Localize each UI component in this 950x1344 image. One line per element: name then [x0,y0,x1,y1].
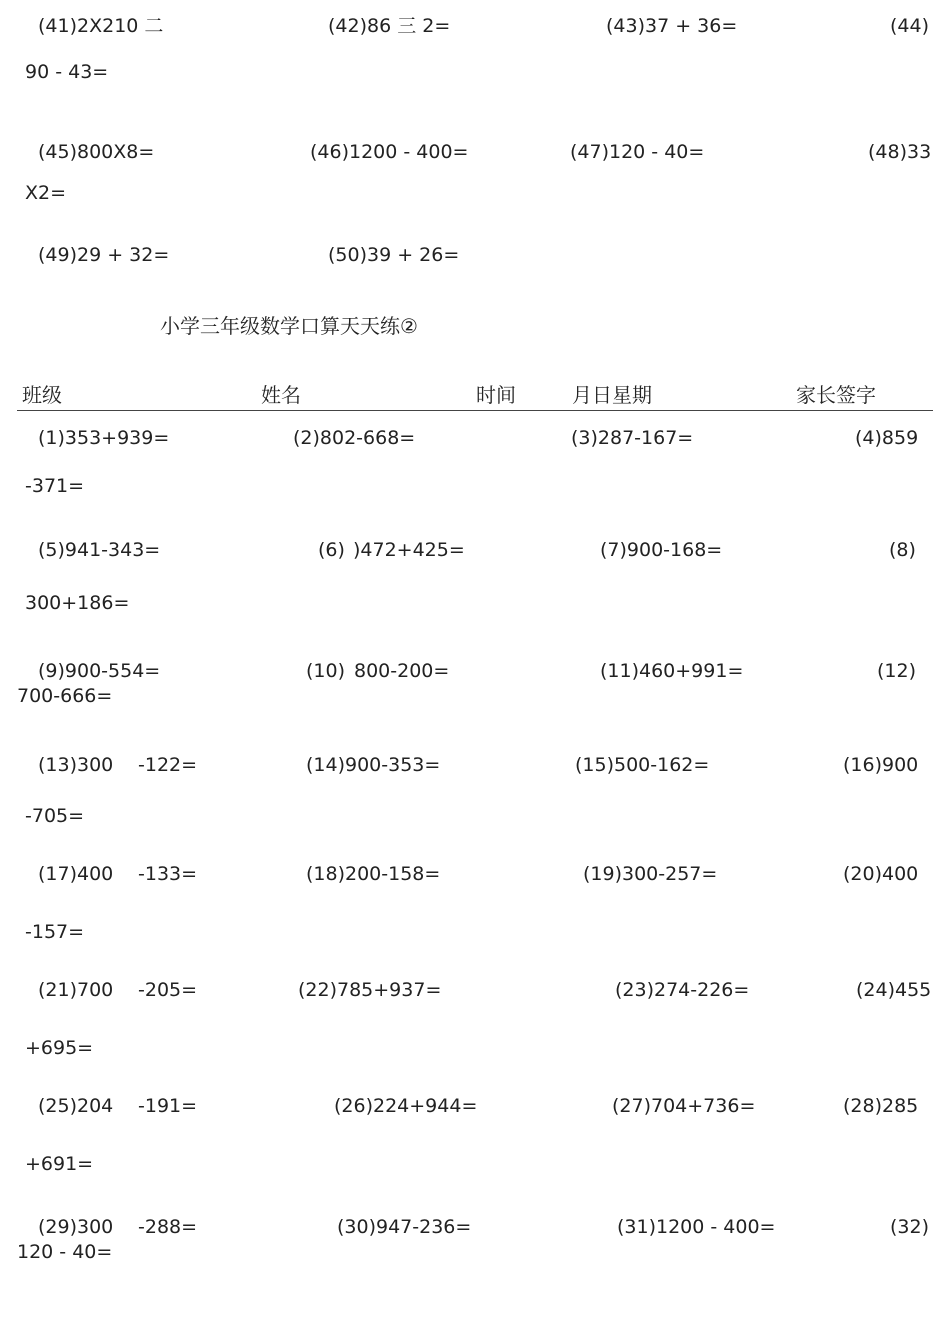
problem-8-label: (8) [889,539,916,561]
problem-24-label: (24)455 [856,979,932,1001]
problem-25-expr: -191= [138,1095,198,1117]
problem-48-label: (48)33 [868,141,932,163]
problem-5: (5)941-343= [38,539,161,561]
problem-30: (30)947-236= [337,1216,472,1238]
problem-2: (2)802-668= [293,427,416,449]
problem-7: (7)900-168= [600,539,723,561]
problem-27: (27)704+736= [612,1095,756,1117]
problem-6-label: (6) [318,539,345,561]
problem-22: (22)785+937= [298,979,442,1001]
problem-17-expr: -133= [138,863,198,885]
problem-24-expr: +695= [25,1037,94,1059]
problem-46: (46)1200 - 400= [310,141,469,163]
problem-15: (15)500-162= [575,754,710,776]
class-label: 班级 [22,383,62,407]
problem-4-expr: -371= [25,475,85,497]
problem-23: (23)274-226= [615,979,750,1001]
time-label: 时间 [476,383,516,407]
problem-16-label: (16)900 [843,754,919,776]
problem-26: (26)224+944= [334,1095,478,1117]
problem-1: (1)353+939= [38,427,170,449]
problem-32-expr: 120 - 40= [17,1241,113,1263]
problem-21-label: (21)700 [38,979,114,1001]
problem-41: (41)2X210 二 [38,15,164,37]
problem-12-label: (12) [877,660,917,682]
problem-6-expr: )472+425= [353,539,465,561]
problem-50: (50)39 + 26= [328,244,460,266]
header-rule [17,410,933,411]
problem-16-expr: -705= [25,805,85,827]
problem-21-expr: -205= [138,979,198,1001]
problem-42: (42)86 三 2= [328,15,451,37]
problem-20-expr: -157= [25,921,85,943]
problem-9: (9)900-554= [38,660,161,682]
problem-10-label: (10) [306,660,346,682]
problem-45: (45)800X8= [38,141,155,163]
problem-13-label: (13)300 [38,754,114,776]
problem-10-expr: 800-200= [354,660,450,682]
problem-44-expr: 90 - 43= [25,61,109,83]
problem-4-label: (4)859 [855,427,919,449]
problem-12-expr: 700-666= [17,685,113,707]
problem-17-label: (17)400 [38,863,114,885]
problem-3: (3)287-167= [571,427,694,449]
problem-31: (31)1200 - 400= [617,1216,776,1238]
problem-8-expr: 300+186= [25,592,130,614]
problem-29-expr: -288= [138,1216,198,1238]
problem-48-expr: X2= [25,182,67,204]
problem-47: (47)120 - 40= [570,141,705,163]
problem-28-label: (28)285 [843,1095,919,1117]
problem-44-label: (44) [890,15,930,37]
worksheet-title: 小学三年级数学口算天天练② [160,314,418,338]
problem-28-expr: +691= [25,1153,94,1175]
problem-14: (14)900-353= [306,754,441,776]
problem-19: (19)300-257= [583,863,718,885]
problem-32-label: (32) [890,1216,930,1238]
date-label: 月日星期 [572,383,652,407]
problem-20-label: (20)400 [843,863,919,885]
problem-25-label: (25)204 [38,1095,114,1117]
problem-43: (43)37 + 36= [606,15,738,37]
problem-29-label: (29)300 [38,1216,114,1238]
problem-11: (11)460+991= [600,660,744,682]
parent-signature-label: 家长签字 [796,383,876,407]
problem-13-expr: -122= [138,754,198,776]
problem-18: (18)200-158= [306,863,441,885]
problem-49: (49)29 + 32= [38,244,170,266]
name-label: 姓名 [261,383,301,407]
